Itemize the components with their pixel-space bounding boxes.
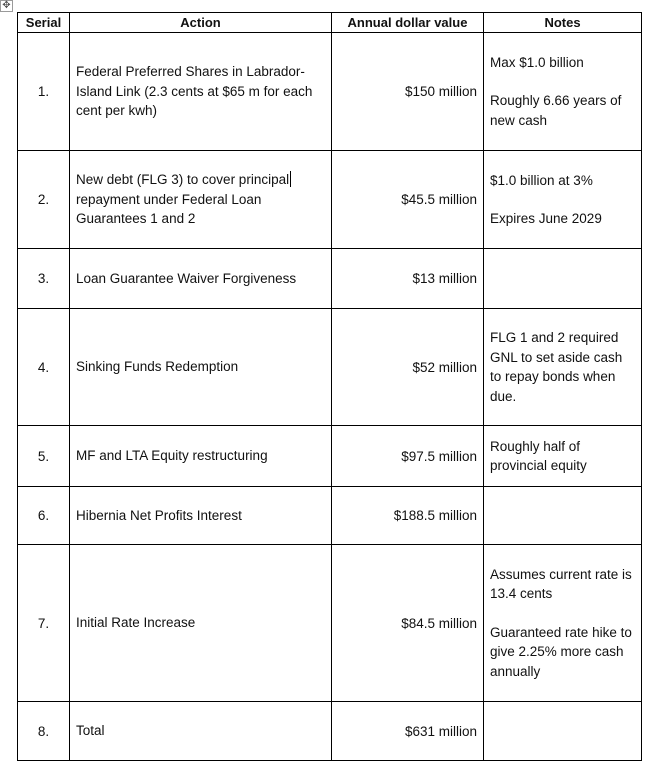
row-action[interactable]: Loan Guarantee Waiver Forgiveness [70, 249, 332, 309]
row-action[interactable]: MF and LTA Equity restructuring [70, 426, 332, 487]
header-row [18, 13, 642, 33]
row-serial: 7. [18, 545, 70, 702]
row-serial: 8. [18, 702, 70, 761]
row-serial: 3. [18, 249, 70, 309]
table-row [18, 151, 642, 249]
note-line: FLG 1 and 2 required GNL to set aside cash to repay bonds when due. [490, 330, 623, 404]
row-serial: 1. [18, 33, 70, 151]
row-action[interactable]: Total [70, 702, 332, 761]
row-action[interactable]: Initial Rate Increase [70, 545, 332, 702]
row-value: $13 million [332, 249, 484, 309]
row-value: $45.5 million [332, 151, 484, 249]
row-action[interactable] [70, 151, 332, 249]
table-row [18, 249, 642, 309]
row-value: $188.5 million [332, 487, 484, 545]
header-action: Action [70, 13, 332, 33]
row-serial: 4. [18, 309, 70, 426]
row-value: $84.5 million [332, 545, 484, 702]
row-value: $52 million [332, 309, 484, 426]
note-line: Assumes current rate is 13.4 cents [490, 566, 632, 602]
row-notes [484, 33, 642, 151]
table-row [18, 33, 642, 151]
table-row [18, 309, 642, 426]
header-notes: Notes [484, 13, 642, 33]
row-notes [484, 309, 642, 426]
row-notes [484, 545, 642, 702]
text-cursor [290, 171, 291, 187]
row-action[interactable]: Federal Preferred Shares in Labrador-Island Link (2.3 cents at $65 m for each cent per kwh) [70, 33, 332, 151]
row-serial: 5. [18, 426, 70, 487]
row-action[interactable]: Sinking Funds Redemption [70, 309, 332, 426]
header-serial: Serial [18, 13, 70, 33]
header-value: Annual dollar value [332, 13, 484, 33]
note-line: Roughly 6.66 years of new cash [490, 93, 622, 128]
row-value: $631 million [332, 702, 484, 761]
row-value: $150 million [332, 33, 484, 151]
row-notes [484, 426, 642, 487]
row-notes [484, 487, 642, 545]
row-serial: 6. [18, 487, 70, 545]
move-cross-icon[interactable]: ✥ [0, 0, 13, 12]
table-row [18, 487, 642, 545]
action-text: New debt (FLG 3) to cover principal repayment under Federal Loan Guarantees 1 and 2 [76, 172, 290, 227]
note-line: Expires June 2029 [490, 211, 602, 226]
table-row [18, 426, 642, 487]
table-row [18, 702, 642, 761]
row-notes [484, 151, 642, 249]
note-line: Max $1.0 billion [490, 54, 584, 70]
funding-table [17, 12, 642, 761]
note-line: Roughly half of provincial equity [490, 438, 587, 473]
row-serial: 2. [18, 151, 70, 249]
note-line: $1.0 billion at 3% [490, 172, 593, 188]
row-action[interactable]: Hibernia Net Profits Interest [70, 487, 332, 545]
row-notes [484, 249, 642, 309]
table-row [18, 545, 642, 702]
row-notes [484, 702, 642, 761]
row-value: $97.5 million [332, 426, 484, 487]
note-line: Guaranteed rate hike to give 2.25% more cash annually [490, 624, 632, 679]
